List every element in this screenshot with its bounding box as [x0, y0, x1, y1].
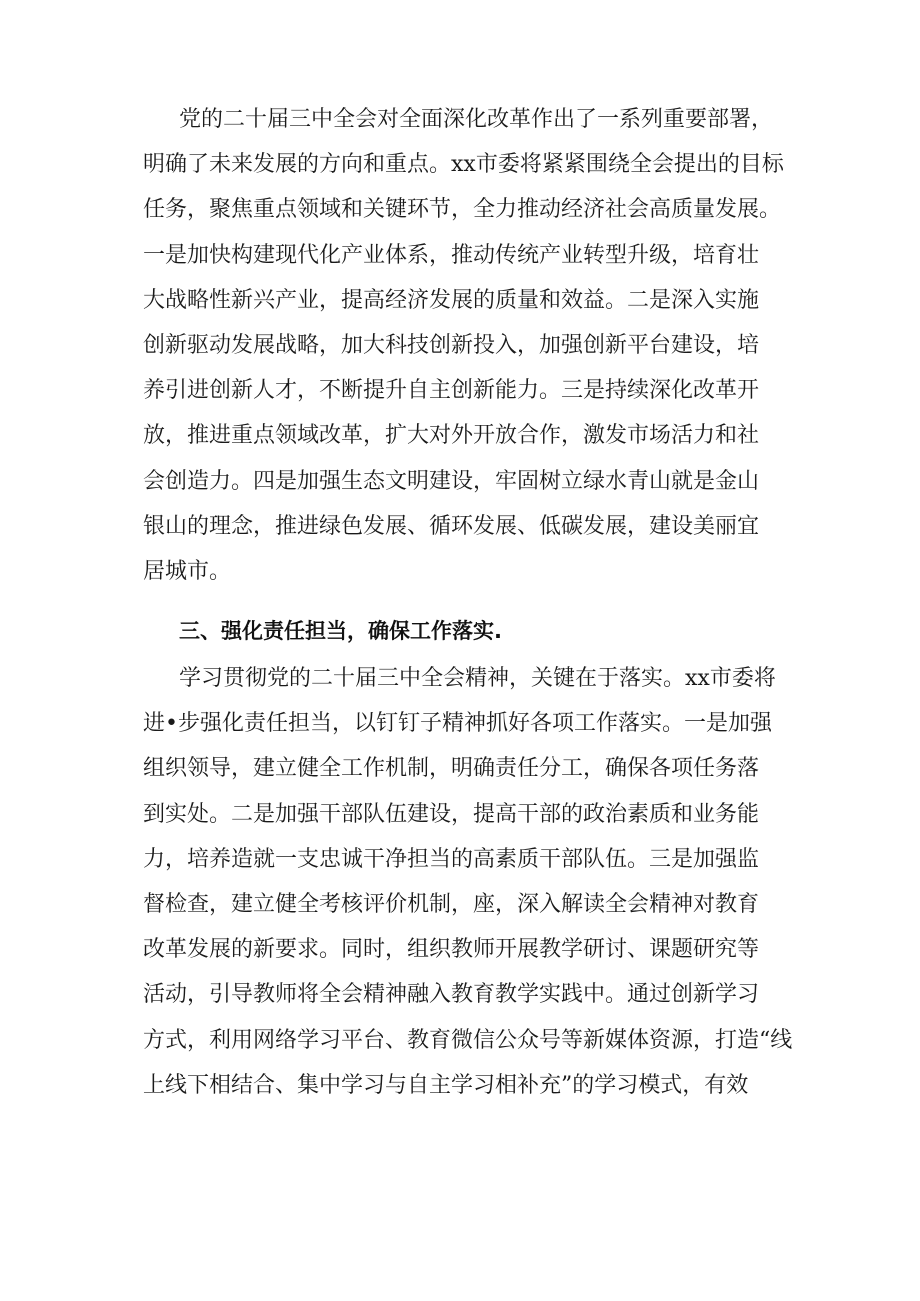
paragraph-line: 一是加快构建现代化产业体系，推动传统产业转型升级，培育壮 — [143, 242, 760, 268]
paragraph-line: 上线下相结合、集中学习与自主学习相补充”的学习模式，有效 — [143, 1072, 749, 1098]
paragraph-line: 党的二十届三中全会对全面深化改革作出了一系列重要部署， — [179, 107, 774, 132]
section-heading: 三、强化责任担当，确保工作落实. — [179, 619, 502, 643]
paragraph-line: 到实处。二是加强干部队伍建设，提高干部的政治素质和业务能 — [143, 801, 760, 827]
paragraph-line: 改革发展的新要求。同时，组织教师开展教学研讨、课题研究等 — [143, 937, 760, 963]
paragraph-line: 大战略性新兴产业，提高经济发展的质量和效益。二是深入实施 — [143, 287, 760, 313]
paragraph-line: 活动，引导教师将全会精神融入教育教学实践中。通过创新学习 — [143, 982, 760, 1008]
paragraph-line: 放，推进重点领域改革，扩大对外开放合作，激发市场活力和社 — [143, 423, 760, 449]
paragraph-line: 会创造力。四是加强生态文明建设，牢固树立绿水青山就是金山 — [143, 468, 760, 494]
section-heading-block — [143, 609, 803, 654]
paragraph-line: 进•步强化责任担当，以钉钉子精神抓好各项工作落实。一是加强 — [143, 711, 772, 737]
paragraph-line: 组织领导，建立健全工作机制，明确责任分工，确保各项任务落 — [143, 756, 760, 782]
paragraph-line: 养引进创新人才，不断提升自主创新能力。三是持续深化改革开 — [143, 378, 760, 404]
paragraph-line: 明确了未来发展的方向和重点。xx市委将紧紧围绕全会提出的目标 — [143, 152, 784, 178]
paragraph-line: 方式，利用网络学习平台、教育微信公众号等新媒体资源，打造“线 — [143, 1027, 793, 1053]
paragraph-line: 居城市。 — [143, 558, 232, 584]
paragraph-line: 创新驱动发展战略，加大科技创新投入，加强创新平台建设，培 — [143, 332, 760, 358]
paragraph-line: 力，培养造就一支忠诚干净担当的高素质干部队伍。三是加强监 — [143, 846, 760, 872]
paragraph-responsibility — [143, 656, 803, 1108]
paragraph-line: 督检查，建立健全考核评价机制，座，深入解读全会精神对教育 — [143, 891, 760, 917]
paragraph-reform-deployment — [143, 97, 803, 594]
paragraph-line: 任务，聚焦重点领域和关键环节，全力推动经济社会高质量发展。 — [143, 197, 782, 223]
paragraph-line: 学习贯彻党的二十届三中全会精神，关键在于落实。xx市委将 — [179, 666, 776, 691]
paragraph-line: 银山的理念，推进绿色发展、循环发展、低碳发展，建设美丽宜 — [143, 513, 760, 539]
